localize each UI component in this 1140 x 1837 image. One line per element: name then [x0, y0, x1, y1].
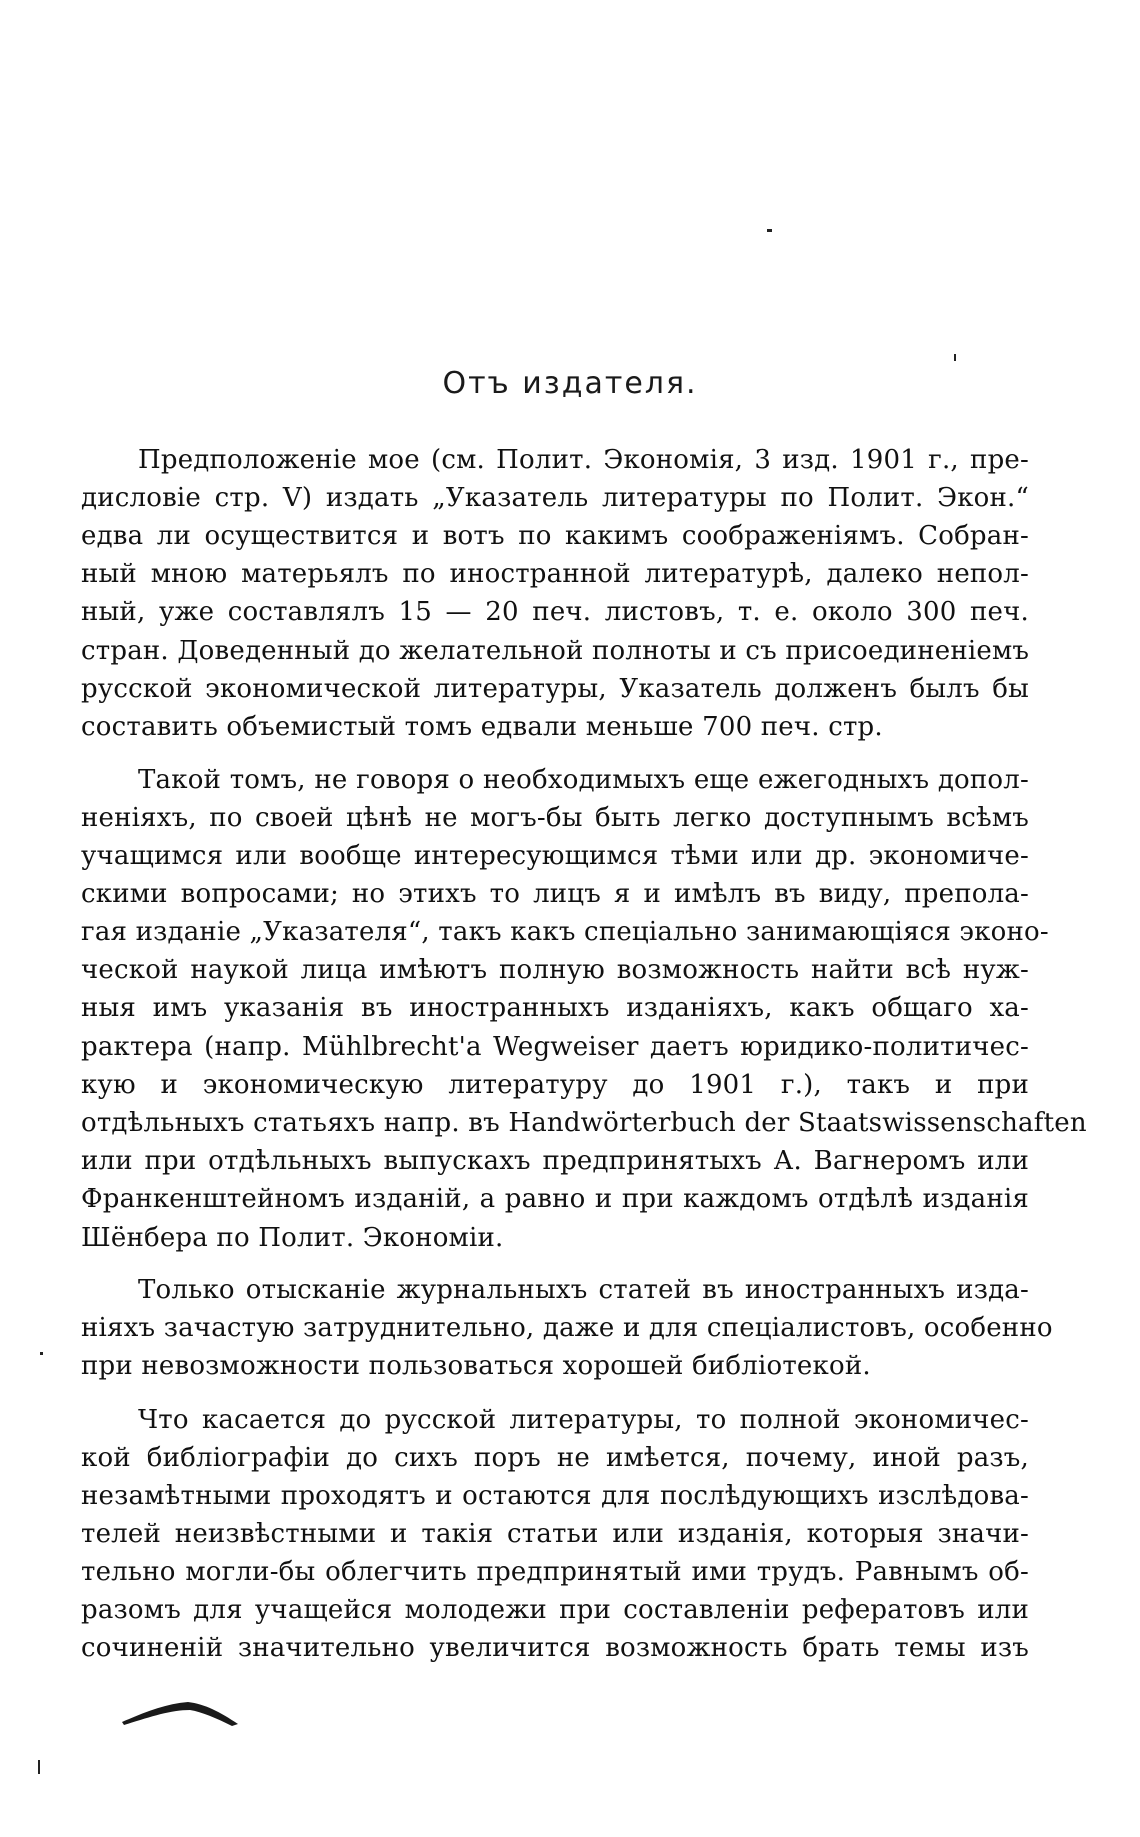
text-line: рактера (напр. Mühlbrecht'a Wegweiser даетъ юридико-политичес- [81, 1032, 1029, 1062]
text-line: Шёнбера по Полит. Экономіи. [81, 1223, 504, 1253]
text-line: ный, уже составлялъ 15 — 20 печ. листовъ, т. е. около 300 печ. [81, 597, 1029, 627]
text-line: гая изданіе „Указателя“, такъ какъ спеціально занимающіяся эконо- [81, 917, 1049, 947]
text-line: стран. Доведенный до желательной полноты и съ присоединеніемъ [81, 636, 1030, 666]
text-line: ный мною матерьялъ по иностранной литературѣ, далеко непол- [81, 559, 1029, 589]
text-line: кой библіографіи до сихъ поръ не имѣется, почему, иной разъ, [81, 1443, 1029, 1473]
text-line: тельно могли-бы облегчить предпринятый ими трудъ. Равнымъ об- [81, 1557, 1029, 1587]
text-line: ческой наукой лица имѣютъ полную возможность найти всѣ нуж- [81, 955, 1029, 985]
text-line: разомъ для учащейся молодежи при составленіи рефератовъ или [81, 1595, 1029, 1625]
scan-speck [38, 1760, 40, 1774]
text-line: кую и экономическую литературу до 1901 г.), такъ и при [81, 1070, 1029, 1100]
scan-speck [767, 229, 772, 232]
text-line: составить объемистый томъ едвали меньше 700 печ. стр. [81, 712, 883, 742]
text-line: ніяхъ зачастую затруднительно, даже и для спеціалистовъ, особенно [81, 1313, 1053, 1343]
text-line: Такой томъ, не говоря о необходимыхъ еще ежегодныхъ допол- [138, 765, 1029, 795]
text-line: Что касается до русской литературы, то полной экономичес- [138, 1405, 1029, 1435]
text-line: Предположеніе мое (см. Полит. Экономія, 3 изд. 1901 г., пре- [138, 445, 1029, 475]
text-line: незамѣтными проходятъ и остаются для послѣдующихъ изслѣдова- [81, 1481, 1029, 1511]
text-line: скими вопросами; но этихъ то лицъ я и имѣлъ въ виду, препола- [81, 879, 1029, 909]
text-line: Франкенштейномъ изданій, а равно и при каждомъ отдѣлѣ изданія [81, 1184, 1029, 1214]
ink-smudge-mark [120, 1690, 250, 1730]
text-line: Только отысканіе журнальныхъ статей въ иностранныхъ изда- [138, 1275, 1029, 1305]
text-line: неніяхъ, по своей цѣнѣ не могъ-бы быть легко доступнымъ всѣмъ [81, 803, 1029, 833]
text-line: дисловіе стр. V) издать „Указатель литературы по Полит. Экон.“ [81, 483, 1029, 513]
text-line: ныя имъ указанія въ иностранныхъ изданіяхъ, какъ общаго ха- [81, 993, 1029, 1023]
text-line: или при отдѣльныхъ выпускахъ предпринятыхъ А. Вагнеромъ или [81, 1146, 1029, 1176]
text-line: учащимся или вообще интересующимся тѣми или др. экономиче- [81, 841, 1029, 871]
page-title: Отъ издателя. [442, 366, 698, 401]
text-line: русской экономической литературы, Указатель долженъ былъ бы [81, 674, 1029, 704]
scan-speck [40, 1352, 43, 1355]
text-line: отдѣльныхъ статьяхъ напр. въ Handwörterbuch der Staatswissenschaften [81, 1108, 1087, 1138]
text-line: сочиненій значительно увеличится возможность брать темы изъ [81, 1633, 1029, 1663]
text-line: при невозможности пользоваться хорошей библіотекой. [81, 1351, 871, 1381]
scan-speck [954, 354, 956, 361]
text-line: едва ли осуществится и вотъ по какимъ соображеніямъ. Собран- [81, 521, 1029, 551]
text-line: телей неизвѣстными и такія статьи или изданія, которыя значи- [81, 1519, 1029, 1549]
